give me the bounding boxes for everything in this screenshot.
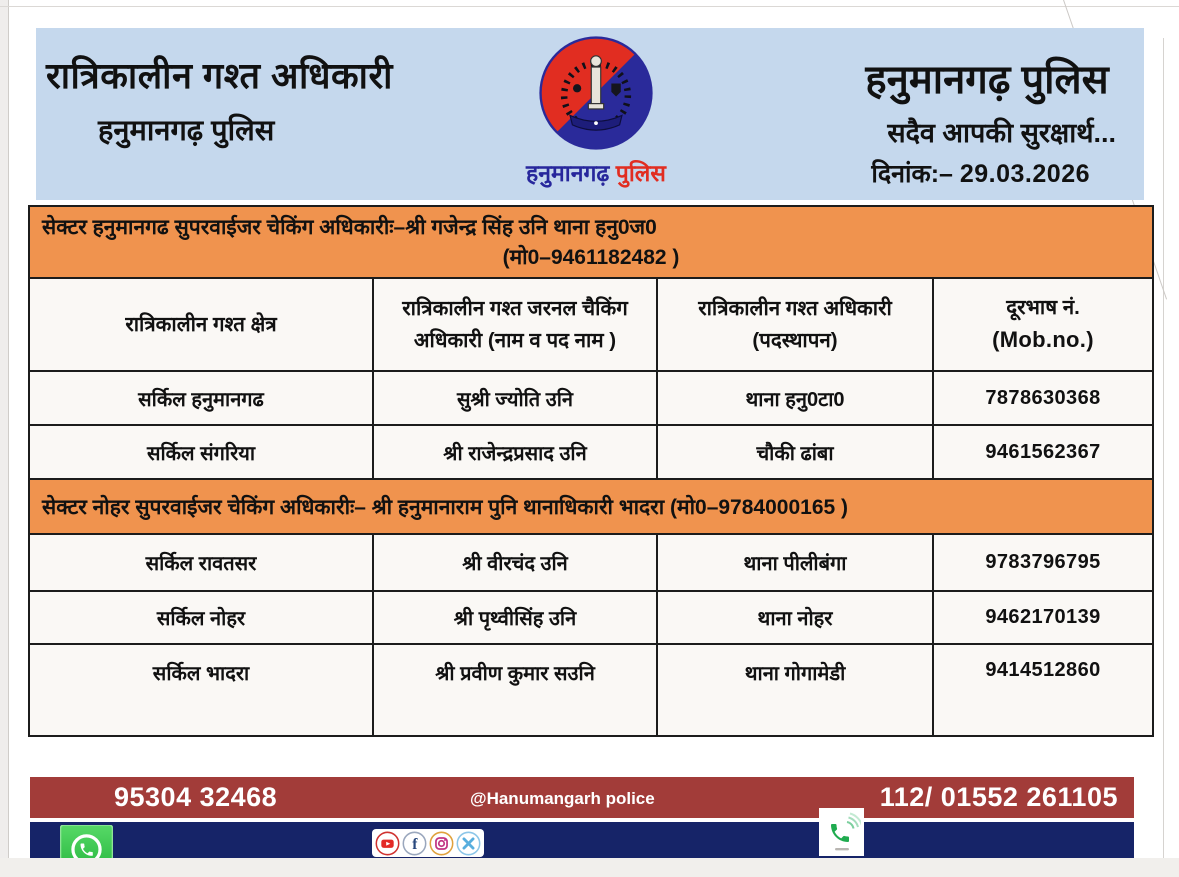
col-header-patrol-officer: रात्रिकालीन गश्त अधिकारी (पदस्थापन) xyxy=(657,278,933,371)
police-logo-icon xyxy=(537,34,655,152)
cell-mobile: 9414512860 xyxy=(933,644,1153,736)
page-edge-bottom xyxy=(0,858,1179,877)
cell-posting: थाना पीलीबंगा xyxy=(657,534,933,591)
cell-posting: थाना हनु0टा0 xyxy=(657,371,933,425)
header-right-block xyxy=(865,50,1116,190)
cell-officer: श्री वीरचंद उनि xyxy=(373,534,657,591)
table-row xyxy=(29,591,1153,644)
cell-area: सर्किल संगरिया xyxy=(29,425,373,479)
table-row xyxy=(29,644,1153,736)
cell-area: सर्किल भादरा xyxy=(29,644,373,736)
logo-block xyxy=(506,34,686,188)
cell-mobile: 9462170139 xyxy=(933,591,1153,644)
tagline: सदैव आपकी सुरक्षार्थ... xyxy=(887,118,1116,148)
col-header-mobile: दूरभाष नं. (Mob.no.) xyxy=(933,278,1153,371)
table-header-row xyxy=(29,278,1153,371)
cell-officer: श्री राजेन्द्रप्रसाद उनि xyxy=(373,425,657,479)
col-header-checking-officer: रात्रिकालीन गश्त जरनल चैकिंग अधिकारी (नाम व पद नाम ) xyxy=(373,278,657,371)
footer-navy-bar xyxy=(30,822,1134,858)
logo-caption xyxy=(506,156,686,188)
sector1-supervisor-text: सेक्टर हनुमानगढ सुपरवाईजर चेकिंग अधिकारीः–श्री गजेन्द्र सिंह उनि थाना हनु0ज0 xyxy=(42,216,657,239)
cell-area: सर्किल नोहर xyxy=(29,591,373,644)
date-line xyxy=(871,156,1116,190)
helpline-number: 112/ 01552 261105 xyxy=(879,782,1118,812)
youtube-icon xyxy=(375,831,400,856)
cell-posting: थाना गोगामेडी xyxy=(657,644,933,736)
logo-caption-police: पुलिस xyxy=(615,160,666,186)
table-row xyxy=(29,371,1153,425)
page-title: रात्रिकालीन गश्त अधिकारी xyxy=(46,55,394,96)
svg-text:f: f xyxy=(412,835,418,853)
sector2-supervisor-text: सेक्टर नोहर सुपरवाईजर चेकिंग अधिकारीः– श्री हनुमानाराम पुनि थानाधिकारी भादरा (मो0–9784000165 ) xyxy=(42,495,849,519)
facebook-icon xyxy=(402,831,427,856)
table-row xyxy=(29,425,1153,479)
table-row xyxy=(29,534,1153,591)
date-value: 29.03.2026 xyxy=(959,160,1090,188)
social-icons-box xyxy=(372,829,484,857)
social-handle: @Hanumangarh police xyxy=(470,789,655,808)
instagram-icon xyxy=(429,831,454,856)
cell-mobile: 9783796795 xyxy=(933,534,1153,591)
x-icon xyxy=(456,831,481,856)
page-edge-top xyxy=(0,6,1179,7)
cell-mobile: 9461562367 xyxy=(933,425,1153,479)
phone-icon xyxy=(823,811,861,853)
cell-officer: सुश्री ज्योति उनि xyxy=(373,371,657,425)
sector1-supervisor-mobile: (मो0–9461182482 ) xyxy=(502,246,680,269)
cell-area: सर्किल रावतसर xyxy=(29,534,373,591)
patrol-officers-table xyxy=(28,205,1154,737)
sector-banner-nohar xyxy=(29,479,1153,534)
footer-contact-bar xyxy=(30,777,1134,818)
page-edge-right xyxy=(1163,38,1164,858)
org-title: हनुमानगढ़ पुलिस xyxy=(865,58,1109,102)
cell-posting: चौकी ढांबा xyxy=(657,425,933,479)
cell-officer: श्री प्रवीण कुमार सउनि xyxy=(373,644,657,736)
header-banner xyxy=(36,28,1144,200)
date-label: दिनांक:– xyxy=(871,160,953,188)
cell-posting: थाना नोहर xyxy=(657,591,933,644)
page-edge-left xyxy=(0,0,9,877)
cell-area: सर्किल हनुमानगढ xyxy=(29,371,373,425)
sector-banner-hanumangarh xyxy=(29,206,1153,278)
cell-mobile: 7878630368 xyxy=(933,371,1153,425)
cell-officer: श्री पृथ्वीसिंह उनि xyxy=(373,591,657,644)
logo-caption-city: हनुमानगढ़ xyxy=(526,160,610,186)
whatsapp-number: 95304 32468 xyxy=(114,782,278,812)
col-header-area: रात्रिकालीन गश्त क्षेत्र xyxy=(29,278,373,371)
phone-icon-box xyxy=(819,808,864,856)
page-subtitle: हनुमानगढ़ पुलिस xyxy=(98,115,275,147)
